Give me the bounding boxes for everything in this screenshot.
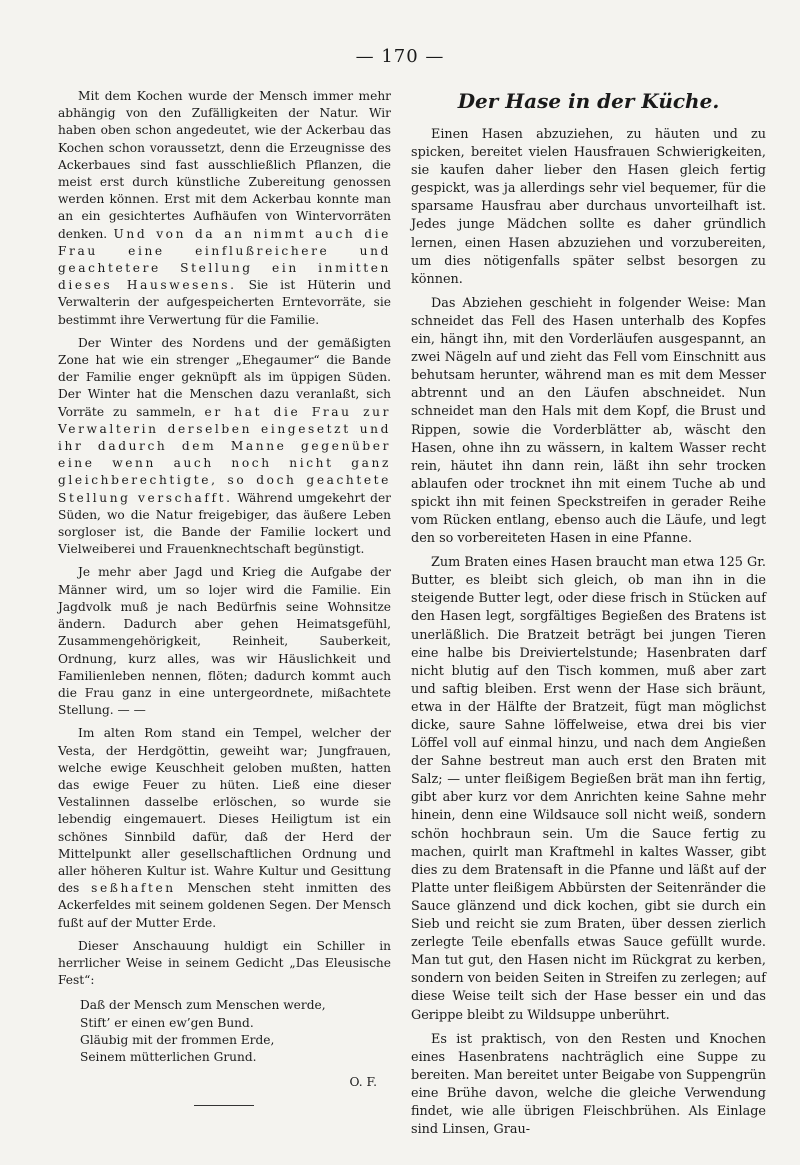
paragraph-text: Im alten Rom stand ein Tempel, welcher der Vesta, der Herdgöttin, geweiht war; Jungfrauen, welche ewige Keuschheit geloben mußten, hatten das ewige Feuer zu hüten. Ließ eine dieser Vestalinnen dasselbe erlöschen, so wurde sie lebendig eingemauert. Dieses Heiligtum ist ein schönes Sinnbild dafür, daß der Herd der Mittelpunkt aller gesellschaftlichen Ordnung und aller höheren Kultur ist. Wahre Kultur und Gesittung des [58,726,391,896]
paragraph-text: Mit dem Kochen wurde der Mensch immer mehr abhängig von den Zufälligkeiten der Natur. Wir haben oben schon angedeutet, wie der Ackerbau das Kochen schon voraussetzt, denn die Erzeugnisse des Ackerbaues sind fast ausschließlich Pflanzen, die meist erst durch künstliche Zubereitung genossen werden können. Erst mit dem Ackerbau konnte man an ein gesichtertes Aufhäufen von Wintervorräten denken. [58,89,391,241]
paragraph-hunting: Je mehr aber Jagd und Krieg die Aufgabe der Männer wird, um so lojer wird die Familie. Ein Jagdvolk muß je nach Bedürfnis seine Wohnsitze ändern. Dadurch aber gehen Heimatsgefühl, Zusammengehörigkeit, Reinheit, Sauberkeit, Ordnung, kurz alles, was wir Häuslichkeit und Familienleben nennen, flöten; dadurch kommt auch die Frau ganz in eine untergeordnete, mißachtete Stellung. — — [58,565,391,718]
paragraph-cooking [58,88,391,329]
spaced-emphasis-text: er hat die Frau zur Verwalterin derselben eingesetzt und ihr dadurch dem Manne gegenüber eine wenn auch noch nicht ganz gleichberechtigte, so doch geachtete Stellung verschafft. [58,404,391,505]
poem-verse [80,997,391,1066]
paragraph-schiller: Dieser Anschauung huldigt ein Schiller in herrlicher Weise in seinem Gedicht „Das Eleusische Fest“: [58,938,391,988]
paragraph-winter [58,335,391,559]
paragraph-skinning: Das Abziehen geschieht in folgender Weise: Man schneidet das Fell des Hasen unterhalb des Kopfes ein, hängt ihn, mit den Vorderläufen ausgespannt, an zwei Nägeln auf und zieht das Fell vom Einschnitt aus behutsam herunter, während man es mit dem Messer abtrennt und an den Läufen abschneidet. Nun schneidet man den Hals mit dem Kopf, die Brust und Rippen, sowie die Vorderblätter ab, wäscht den Hasen, ohne ihn zu wässern, in kaltem Wasser recht rein, häutet ihn dann rein, läßt ihn sehr trocken ablaufen oder trocknet ihn mit einem Tuche ab und spickt ihn mit feinen Speckstreifen in gerader Reihe vom Rücken entlang, ebenso auch die Läufe, und legt den so vorbereiteten Hasen in eine Pfanne. [411,295,766,547]
paragraph-text: Während umgekehrt der Süden, wo die Natur freigebiger, das äußere Leben sorgloser ist, die Bande der Familie lockert und Vielweiberei und Frauenknechtschaft begünstigt. [58,490,391,557]
paragraph-soup: Es ist praktisch, von den Resten und Knochen eines Hasenbratens nachträglich eine Suppe zu bereiten. Man bereitet unter Beigabe von Suppengrün eine Brühe davon, welche die gleiche Verwendung findet, wie alle übrigen Fleischbrühen. Als Einlage sind Linsen, Grau- [411,1031,766,1138]
paragraph-intro: Einen Hasen abzuziehen, zu häuten und zu spicken, bereitet vielen Hausfrauen Schwierigkeiten, sie kaufen daher lieber den Hasen gleich fertig gespickt, was ja allerdings sehr viel bequemer, für die sparsame Hausfrau aber durchaus unvorteilhaft ist. Jedes junge Mädchen sollte es daher gründlich lernen, einen Hasen abzuziehen und vorzubereiten, um dies nötigenfalls später selbst besorgen zu können. [411,127,766,287]
left-column [58,88,391,1106]
paragraph-roasting: Zum Braten eines Hasen braucht man etwa 125 Gr. Butter, es bleibt sich gleich, ob man ihn in die steigende Butter legt, oder diese frisch in Stücken auf den Hasen legt, sorgfältiges Begießen des Bratens ist unerläßlich. Die Bratzeit beträgt bei jungen Tieren eine halbe bis Dreiviertelstunde; Hasenbraten darf nicht blutig auf den Tisch kommen, muß aber zart und saftig bleiben. Erst wenn der Hase sich bräunt, etwa in der Hälfte der Bratzeit, fügt man möglichst dicke, saure Sahne löffelweise, etwa drei bis vier Löffel voll auf einmal hinzu, und nach dem Angießen der Sahne bestreut man auch erst den Braten mit Salz; — unter fleißigem Begießen brät man ihn fertig, gibt aber kurz vor dem Anrichten keine Sahne mehr hinein, denn eine Wildsauce soll nicht weiß, sondern schön hochbraun sein. Um die Sauce fertig zu machen, quirlt man Kraftmehl in kaltes Wasser, gibt dies zu dem Bratensaft in die Pfanne und läßt auf der Platte unter fleißigem Abbürsten der Seitenränder die Sauce glänzend und dick kochen, gibt sie durch ein Sieb und reicht sie zum Braten, über dessen zierlich zerlegte Teile ebenfalls etwas Sauce gefüllt wurde. Man tut gut, den Hasen nicht im Rückgrat zu kerben, sondern von beiden Seiten in Streifen zu zerlegen; auf diese Weise teilt sich der Hase besser ein und das Gerippe bleibt zu Wildsuppe unberührt. [411,555,766,1023]
author-signature: O. F. [349,1075,377,1090]
article-title: Der Hase in der Küche. [457,89,720,113]
section-divider [194,1105,254,1106]
right-column [411,88,766,1139]
verse-line: Seinem mütterlichen Grund. [80,1049,257,1064]
verse-line: Daß der Mensch zum Menschen werde, [80,998,326,1013]
verse-line: Gläubig mit der frommen Erde, [80,1032,275,1047]
page-number: — 170 — [355,46,445,67]
spaced-emphasis-text: Und von da an nimmt auch die Frau eine einflußreichere und geachtetere Stellung ein inmitten dieses Hauswesens. [58,226,391,293]
spaced-emphasis-text: seßhaften [91,881,176,896]
paragraph-text: Der Winter des Nordens und der gemäßigten Zone hat wie ein strenger „Ehegaumer“ die Bande der Familie enger geknüpft als im üppigen Süden. Der Winter hat die Menschen dazu veranlaßt, sich Vorräte zu sammeln, [58,335,391,419]
paragraph-text: Menschen steht inmitten des Ackerfeldes mit seinem goldenen Segen. Der Mensch fußt auf der Mutter Erde. [58,881,392,930]
paragraph-vesta [58,725,391,931]
verse-line: Stift’ er einen ew’gen Bund. [80,1015,254,1030]
paragraph-text: Sie ist Hüterin und Verwalterin der aufgespeicherten Erntevorräte, sie bestimmt ihre Verwertung für die Familie. [58,278,392,327]
